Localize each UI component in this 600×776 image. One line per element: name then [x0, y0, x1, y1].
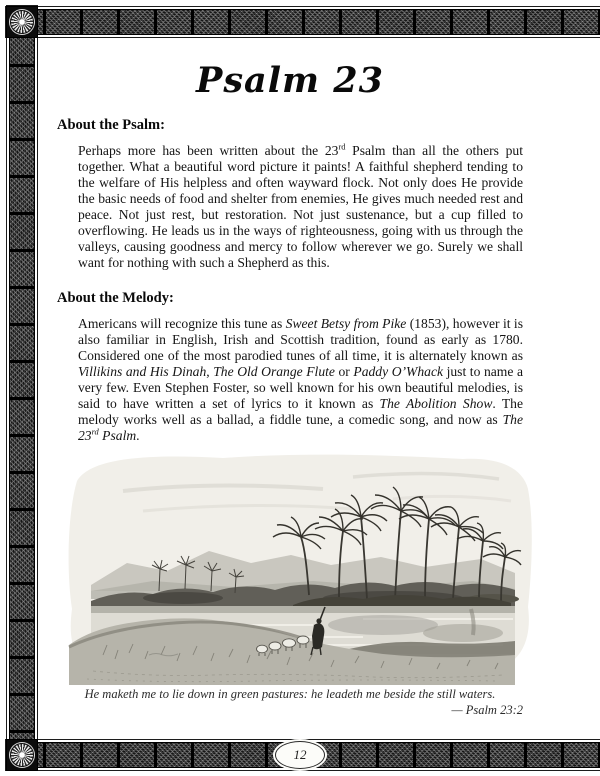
page-title: Psalm 23 [196, 60, 384, 101]
rosette-icon [10, 10, 34, 34]
rosette-icon [10, 743, 34, 767]
illustration-caption [57, 687, 523, 718]
ornamental-border-top [8, 9, 600, 35]
river-palms-shepherd-illustration [63, 449, 537, 685]
about-psalm-paragraph: Perhaps more has been written about the 23rd Psalm than all the others put together. What a beautiful word picture it paints! A faithful shepherd tending to the welfare of His helpless and often wayward flock. Not only does He provide the basic needs of food and shelter from enemies, He gives much needed rest and peace. Not just rest, but restoration. Not just sustenance, but a cup filled to overflowing. He leads us in the ways of righteousness, going with us through the valleys, causing goodness and mercy to follow wherever we go. Surely we shall want for nothing with such a Shepherd as this. [78, 141, 523, 270]
ornamental-border-left [9, 8, 35, 768]
page-number: 12 [293, 747, 307, 762]
page-number-badge [275, 741, 325, 769]
page-content [57, 54, 523, 718]
about-melody-paragraph: Americans will recognize this tune as Sweet Betsy from Pike (1853), however it is also familiar in English, Irish and Scottish tradition, found as early as 1780. Considered one of the most parodied tunes of all time, it is alternately known as Villikins and His Dinah, The Old Orange Flute or Paddy O’Whack just to name a very few. Even Stephen Foster, so well known for his own beautiful melodies, is said to have written a set of lyrics to it known as The Abolition Show. The melody works well as a ballad, a fiddle tune, a comedic song, and now as The 23rd Psalm. [78, 316, 523, 443]
section-heading-about-psalm: About the Psalm: [57, 117, 165, 133]
section-heading-about-melody: About the Melody: [57, 290, 174, 306]
scripture-reference: — Psalm 23:2 [451, 703, 523, 717]
corner-medallion-bottom-left [6, 739, 38, 771]
corner-medallion-top-left [6, 6, 38, 38]
scripture-caption-text: He maketh me to lie down in green pastures: he leadeth me beside the still waters. [84, 687, 496, 701]
